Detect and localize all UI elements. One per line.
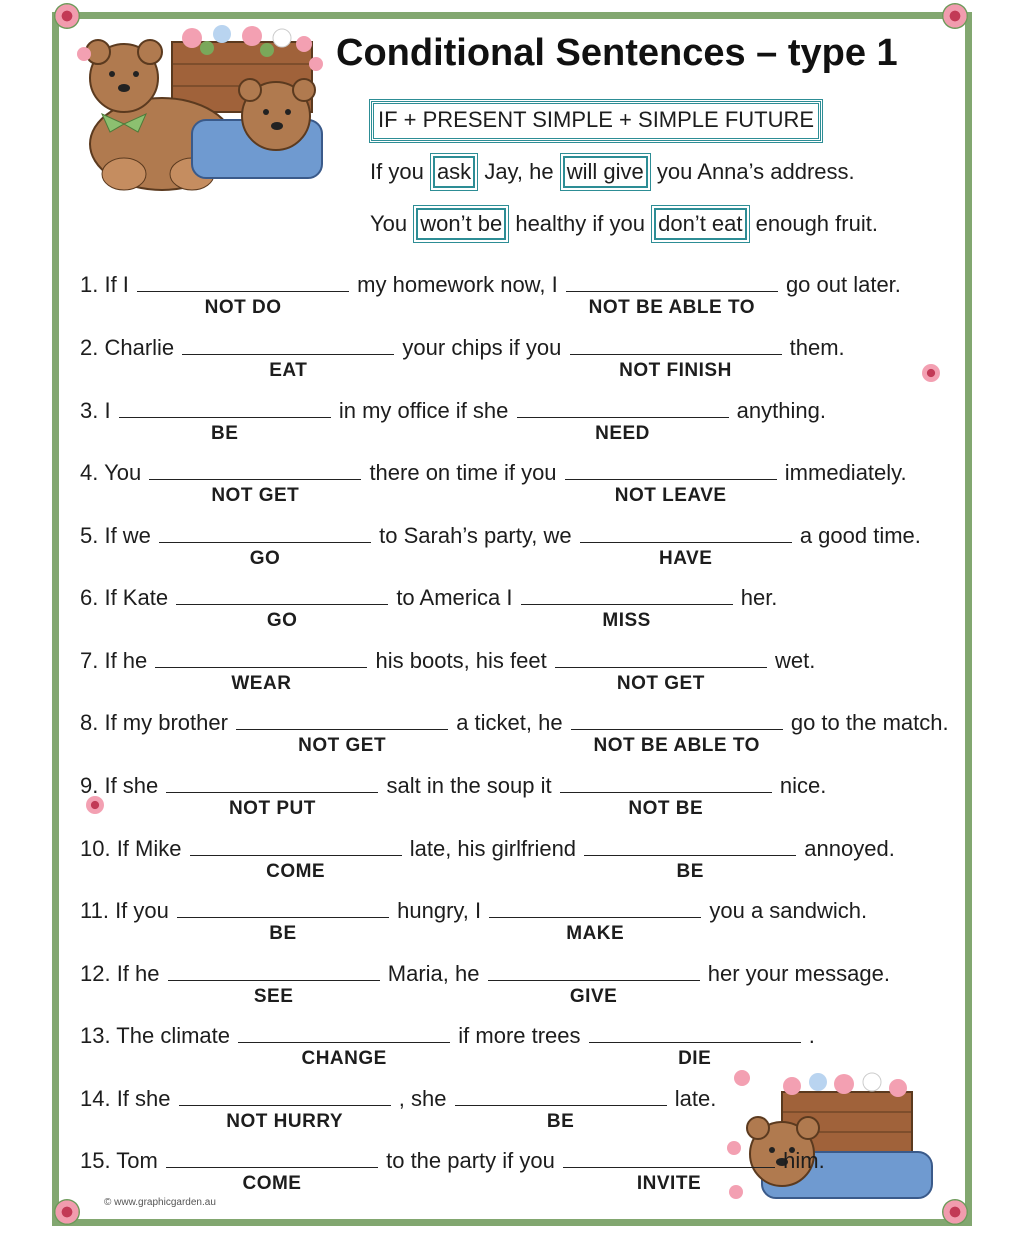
copyright-text: © www.graphicgarden.au <box>104 1197 216 1208</box>
sentence-part: late, his girlfriend <box>409 836 577 861</box>
exercise-sentence <box>80 1148 825 1174</box>
sentence-part: 14. If she <box>80 1086 171 1111</box>
example-sentence-2 <box>370 206 878 242</box>
verb-hint: NOT BE ABLE TO <box>593 735 760 756</box>
exercise-item <box>80 460 970 510</box>
exercise-sentence <box>80 585 777 611</box>
sentence-part: annoyed. <box>804 836 895 861</box>
exercise-sentence <box>80 335 845 361</box>
sentence-part: to America I <box>396 585 513 610</box>
exercise-item <box>80 898 970 948</box>
answer-blank[interactable] <box>570 336 782 355</box>
verb-hint: SEE <box>253 986 294 1007</box>
verb-hint: INVITE <box>636 1173 702 1194</box>
sentence-part: 15. Tom <box>80 1148 158 1173</box>
sentence-part: hungry, I <box>397 898 482 923</box>
sentence-part: 9. If she <box>80 773 159 798</box>
verb-hint: BE <box>211 423 239 444</box>
answer-blank[interactable] <box>177 899 389 918</box>
sentence-part: if more trees <box>458 1023 581 1048</box>
exercise-item <box>80 1148 970 1198</box>
sentence-part: 6. If Kate <box>80 585 169 610</box>
sentence-part: my homework now, I <box>357 272 558 297</box>
sentence-part: 5. If we <box>80 523 151 548</box>
corner-flower-icon <box>942 3 968 29</box>
sentence-part: Maria, he <box>387 961 480 986</box>
answer-blank[interactable] <box>149 461 361 480</box>
exercise-item <box>80 398 970 448</box>
verb-hint: NOT HURRY <box>226 1111 344 1132</box>
exercise-item <box>80 523 970 573</box>
sentence-part: 10. If Mike <box>80 836 182 861</box>
verb-hint: NOT PUT <box>228 798 316 819</box>
sentence-part: his boots, his feet <box>375 648 547 673</box>
exercise-item <box>80 1086 970 1136</box>
sentence-part: anything. <box>736 398 826 423</box>
verb-hint: GO <box>249 548 281 569</box>
exercise-item <box>80 710 970 760</box>
sentence-part: to the party if you <box>386 1148 555 1173</box>
exercise-item <box>80 961 970 1011</box>
answer-blank[interactable] <box>182 336 394 355</box>
sentence-part: a good time. <box>799 523 921 548</box>
sentence-part: , she <box>398 1086 447 1111</box>
answer-blank[interactable] <box>517 399 729 418</box>
corner-flower-icon <box>942 1199 968 1225</box>
sentence-part: nice. <box>779 773 827 798</box>
sentence-part: her. <box>740 585 778 610</box>
sentence-part: 13. The climate <box>80 1023 231 1048</box>
answer-blank[interactable] <box>236 711 448 730</box>
sentence-part: 7. If he <box>80 648 148 673</box>
exercise-sentence <box>80 961 890 987</box>
sentence-part: 4. You <box>80 460 142 485</box>
sentence-part: 12. If he <box>80 961 160 986</box>
exercise-sentence <box>80 523 921 549</box>
example-verb-box: ask <box>433 156 475 188</box>
exercise-sentence <box>80 398 826 424</box>
exercise-item <box>80 836 970 886</box>
sentence-part: there on time if you <box>369 460 557 485</box>
answer-blank[interactable] <box>168 962 380 981</box>
sentence-part: your chips if you <box>402 335 562 360</box>
exercise-sentence <box>80 272 901 298</box>
answer-blank[interactable] <box>166 1149 378 1168</box>
exercise-sentence <box>80 710 949 736</box>
answer-blank[interactable] <box>119 399 331 418</box>
answer-blank[interactable] <box>238 1024 450 1043</box>
verb-hint: HAVE <box>659 548 713 569</box>
sentence-part: 8. If my brother <box>80 710 228 735</box>
exercise-item <box>80 1023 970 1073</box>
verb-hint: CHANGE <box>301 1048 387 1069</box>
verb-hint: NOT DO <box>204 297 282 318</box>
example-text: Jay, he <box>484 159 554 184</box>
answer-blank[interactable] <box>179 1087 391 1106</box>
answer-blank[interactable] <box>571 711 783 730</box>
sentence-part: . <box>808 1023 815 1048</box>
sentence-part: 11. If you <box>80 898 169 923</box>
exercise-sentence <box>80 1023 815 1049</box>
answer-blank[interactable] <box>488 962 700 981</box>
verb-hint: NOT LEAVE <box>614 485 727 506</box>
answer-blank[interactable] <box>589 1024 801 1043</box>
verb-hint: NEED <box>595 423 650 444</box>
example-verb-box: won’t be <box>416 208 506 240</box>
exercise-sentence <box>80 836 895 862</box>
sentence-part: immediately. <box>784 460 907 485</box>
sentence-part: go out later. <box>785 272 901 297</box>
sentence-part: you a sandwich. <box>709 898 868 923</box>
answer-blank[interactable] <box>566 273 778 292</box>
answer-blank[interactable] <box>190 837 402 856</box>
verb-hint: BE <box>546 1111 575 1132</box>
exercise-sentence <box>80 1086 716 1112</box>
sentence-part: in my office if she <box>338 398 509 423</box>
answer-blank[interactable] <box>137 273 349 292</box>
example-verb-box: will give <box>563 156 648 188</box>
example-text: enough fruit. <box>755 211 878 236</box>
answer-blank[interactable] <box>176 586 388 605</box>
verb-hint: DIE <box>678 1048 712 1069</box>
answer-blank[interactable] <box>584 837 796 856</box>
answer-blank[interactable] <box>489 899 701 918</box>
verb-hint: GIVE <box>569 986 618 1007</box>
example-text: healthy if you <box>515 211 645 236</box>
page-title: Conditional Sentences – type 1 <box>336 32 898 74</box>
sentence-part: them. <box>789 335 845 360</box>
exercise-sentence <box>80 773 826 799</box>
sentence-part: salt in the soup it <box>386 773 552 798</box>
verb-hint: NOT GET <box>616 673 705 694</box>
sentence-part: him. <box>783 1148 825 1173</box>
answer-blank[interactable] <box>166 774 378 793</box>
verb-hint: COME <box>266 861 326 882</box>
exercise-item <box>80 648 970 698</box>
verb-hint: NOT GET <box>211 485 300 506</box>
sentence-part: late. <box>674 1086 717 1111</box>
example-text: you Anna’s address. <box>656 159 855 184</box>
exercise-sentence <box>80 648 815 674</box>
example-verb-box: don’t eat <box>654 208 746 240</box>
verb-hint: GO <box>266 610 298 631</box>
sentence-part: a ticket, he <box>456 710 563 735</box>
exercise-sentence <box>80 898 867 924</box>
sentence-part: 2. Charlie <box>80 335 175 360</box>
sentence-part: go to the match. <box>790 710 949 735</box>
verb-hint: WEAR <box>231 673 292 694</box>
answer-blank[interactable] <box>563 1149 775 1168</box>
answer-blank[interactable] <box>560 774 772 793</box>
verb-hint: MISS <box>602 610 651 631</box>
sentence-part: her your message. <box>707 961 890 986</box>
verb-hint: BE <box>676 861 704 882</box>
sentence-part: 3. I <box>80 398 111 423</box>
exercise-item <box>80 272 970 322</box>
answer-blank[interactable] <box>565 461 777 480</box>
answer-blank[interactable] <box>155 649 367 668</box>
verb-hint: NOT GET <box>298 735 387 756</box>
sentence-part: wet. <box>775 648 816 673</box>
grammar-formula-box: IF + PRESENT SIMPLE + SIMPLE FUTURE <box>371 101 821 141</box>
verb-hint: BE <box>269 923 297 944</box>
answer-blank[interactable] <box>555 649 767 668</box>
answer-blank[interactable] <box>580 524 792 543</box>
exercise-sentence <box>80 460 907 486</box>
answer-blank[interactable] <box>159 524 371 543</box>
example-text: If you <box>370 159 424 184</box>
example-sentence-1 <box>370 154 855 190</box>
teddy-bears-illustration <box>72 24 334 196</box>
exercise-item <box>80 773 970 823</box>
answer-blank[interactable] <box>455 1087 667 1106</box>
sentence-part: to Sarah’s party, we <box>379 523 572 548</box>
verb-hint: NOT FINISH <box>619 360 732 381</box>
verb-hint: NOT BE ABLE TO <box>588 297 756 318</box>
verb-hint: NOT BE <box>628 798 704 819</box>
exercise-item <box>80 335 970 385</box>
example-text: You <box>370 211 408 236</box>
sentence-part: 1. If I <box>80 272 129 297</box>
verb-hint: EAT <box>269 360 308 381</box>
verb-hint: COME <box>242 1173 302 1194</box>
verb-hint: MAKE <box>566 923 625 944</box>
answer-blank[interactable] <box>521 586 733 605</box>
corner-flower-icon <box>54 1199 80 1225</box>
exercise-item <box>80 585 970 635</box>
